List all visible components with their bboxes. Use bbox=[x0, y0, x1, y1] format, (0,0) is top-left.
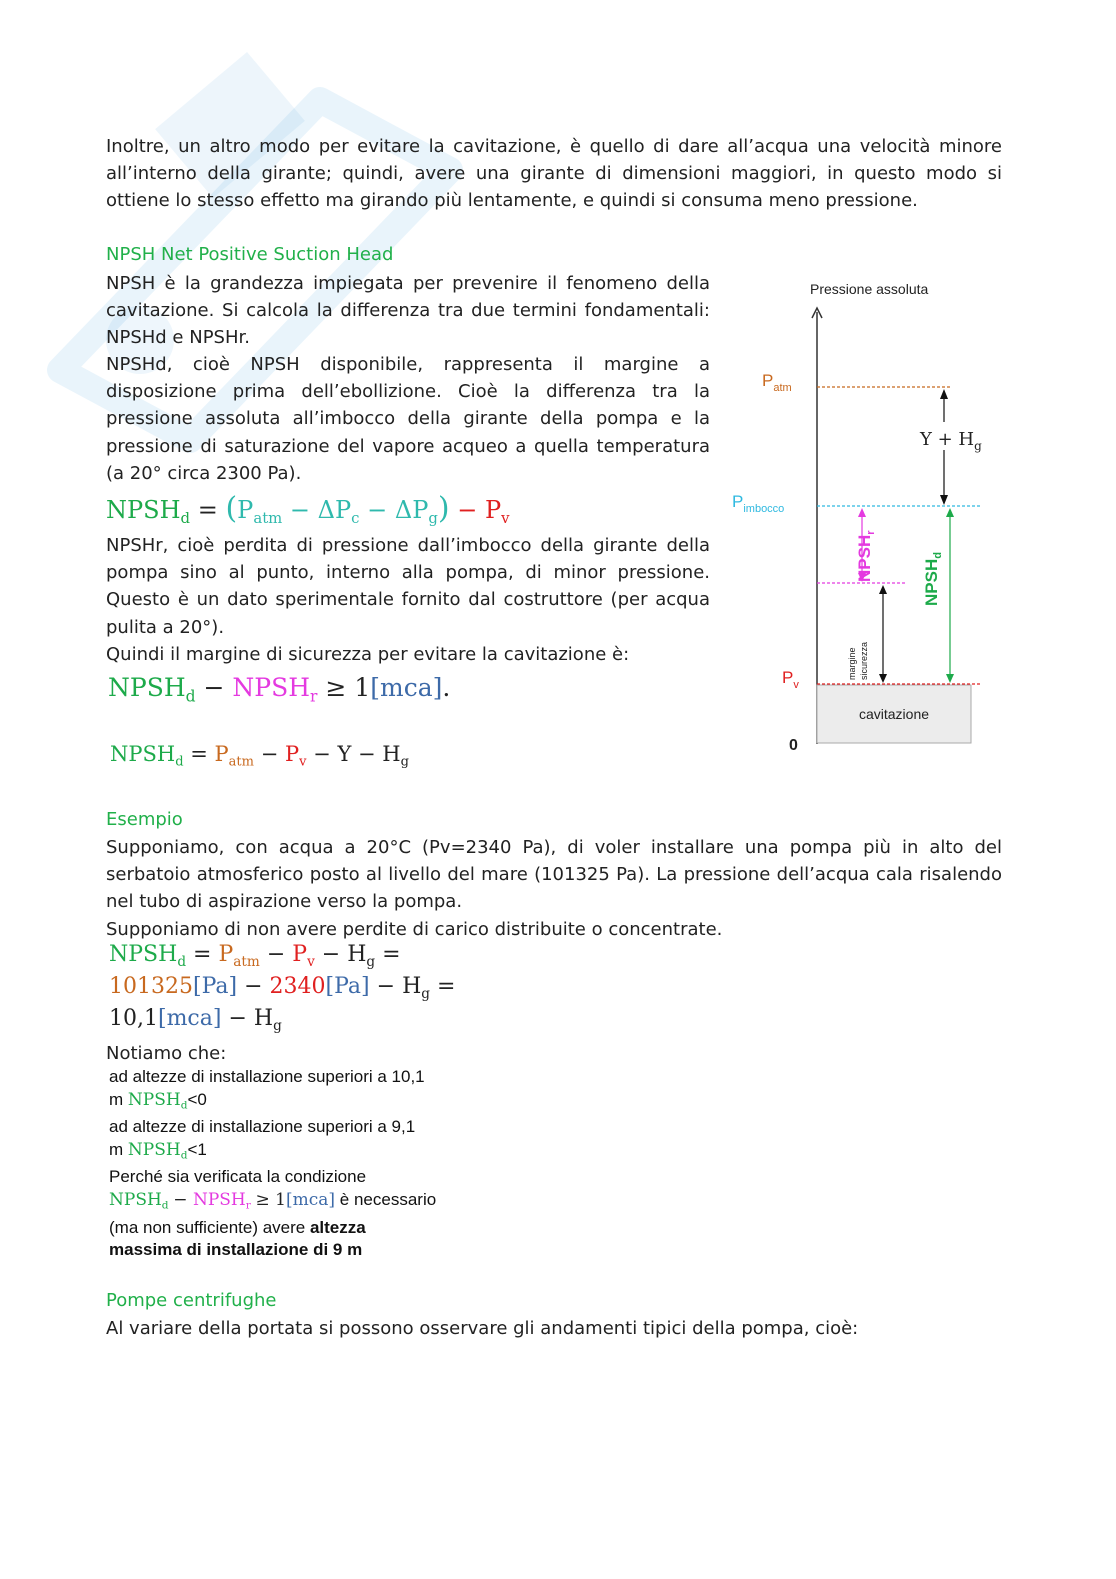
npsh-paragraph-4: Quindi il margine di sicurezza per evitare la cavitazione è: bbox=[106, 644, 630, 665]
esempio-paragraph-2: Supponiamo di non avere perdite di carico distribuite o concentrate. bbox=[106, 919, 723, 940]
npsh-heading: NPSH Net Positive Suction Head bbox=[106, 244, 394, 265]
esempio-formula-line-3: $10,1[mca] - H_g$ bbox=[109, 1006, 282, 1034]
p-v-label: $P_v$ bbox=[782, 668, 799, 691]
margine-label-2: sicurezza bbox=[859, 641, 869, 680]
y-hg-label: $Y + H_g$ bbox=[920, 429, 982, 453]
npsh-r-label: $NPSH_r$ bbox=[855, 530, 877, 582]
esempio-paragraph-1: Supponiamo, con acqua a 20°C (Pv=2340 Pa), di voler installare una pompa più in alto del serbatoio atmosferico posto al livello del mare (101325 Pa). La pressione dell’acqua cala risalendo nel tubo di aspirazione verso la pompa. bbox=[106, 837, 1002, 913]
formula-npshd-full: $NPSH_d = (P_{atm} - \Delta P_c - \Delta P_g) - P_v$ bbox=[106, 491, 510, 528]
npsh-pressure-diagram bbox=[725, 270, 1015, 760]
esempio-heading: Esempio bbox=[106, 809, 183, 830]
notiamo-label: Notiamo che: bbox=[106, 1043, 227, 1064]
zero-label: 0 bbox=[789, 737, 798, 754]
p-imbocco-label: $P_{imbocco}$ bbox=[732, 492, 785, 515]
pompe-paragraph: Al variare della portata si possono osservare gli andamenti tipici della pompa, cioè: bbox=[106, 1318, 859, 1339]
cavitazione-label: cavitazione bbox=[858, 706, 930, 722]
npsh-paragraph-3: NPSHr, cioè perdita di pressione dall’imbocco della girante della pompa sino al punto, interno alla pompa, di minor pressione. Questo è un dato sperimentale fornito dal costruttore (per acqua pulita a 20°). bbox=[106, 535, 710, 638]
esempio-formula-line-1: $NPSH_d = P_{atm} - P_v - H_g$ = bbox=[109, 942, 401, 970]
npsh-d-label: $NPSH_d$ bbox=[922, 552, 944, 606]
npsh-paragraph-2: NPSHd, cioè NPSH disponibile, rappresenta il margine a disposizione prima dell’ebollizione. Cioè la differenza tra la pressione assoluta all’imbocco della girante della pompa e la pressione di saturazione del vapore acqueo a quella temperatura (a 20° circa 2300 Pa). bbox=[106, 354, 710, 484]
note-1: ad altezze di installazione superiori a 10,1 m $NPSH_d<0$ bbox=[109, 1067, 425, 1112]
axis-title: Pressione assoluta bbox=[810, 281, 929, 297]
note-3: Perché sia verificata la condizione $NPSH_d$ − $NPSH_r \ge 1[mca]$ è necessario (ma non sufficiente) avere altezza massima di installazione di 9 m bbox=[109, 1167, 437, 1260]
intro-paragraph: Inoltre, un altro modo per evitare la cavitazione, è quello di dare all’acqua una velocità minore all’interno della girante; quindi, avere una girante di dimensioni maggiori, in questo modo si ottiene lo stesso effetto ma girando più lentamente, e quindi si consuma meno pressione. bbox=[106, 136, 1002, 212]
margine-label-1: margine bbox=[847, 647, 857, 680]
note-2: ad altezze di installazione superiori a 9,1 m $NPSH_d<1$ bbox=[109, 1117, 416, 1162]
formula-npshd-height: $NPSH_d = P_{atm} - P_v - Y - H_g$ bbox=[110, 742, 409, 770]
esempio-formula-line-2: $101325[Pa] - 2340[Pa] - H_g$ = bbox=[109, 974, 456, 1002]
p-atm-label: $P_{atm}$ bbox=[762, 371, 792, 394]
npsh-paragraph-1: NPSH è la grandezza impiegata per prevenire il fenomeno della cavitazione. Si calcola la differenza tra due termini fondamentali: NPSHd e NPSHr. bbox=[106, 273, 710, 349]
formula-safety-margin: $NPSH_d$ − $NPSH_r \ge 1[mca]$. bbox=[108, 673, 451, 706]
pompe-heading: Pompe centrifughe bbox=[106, 1290, 277, 1311]
